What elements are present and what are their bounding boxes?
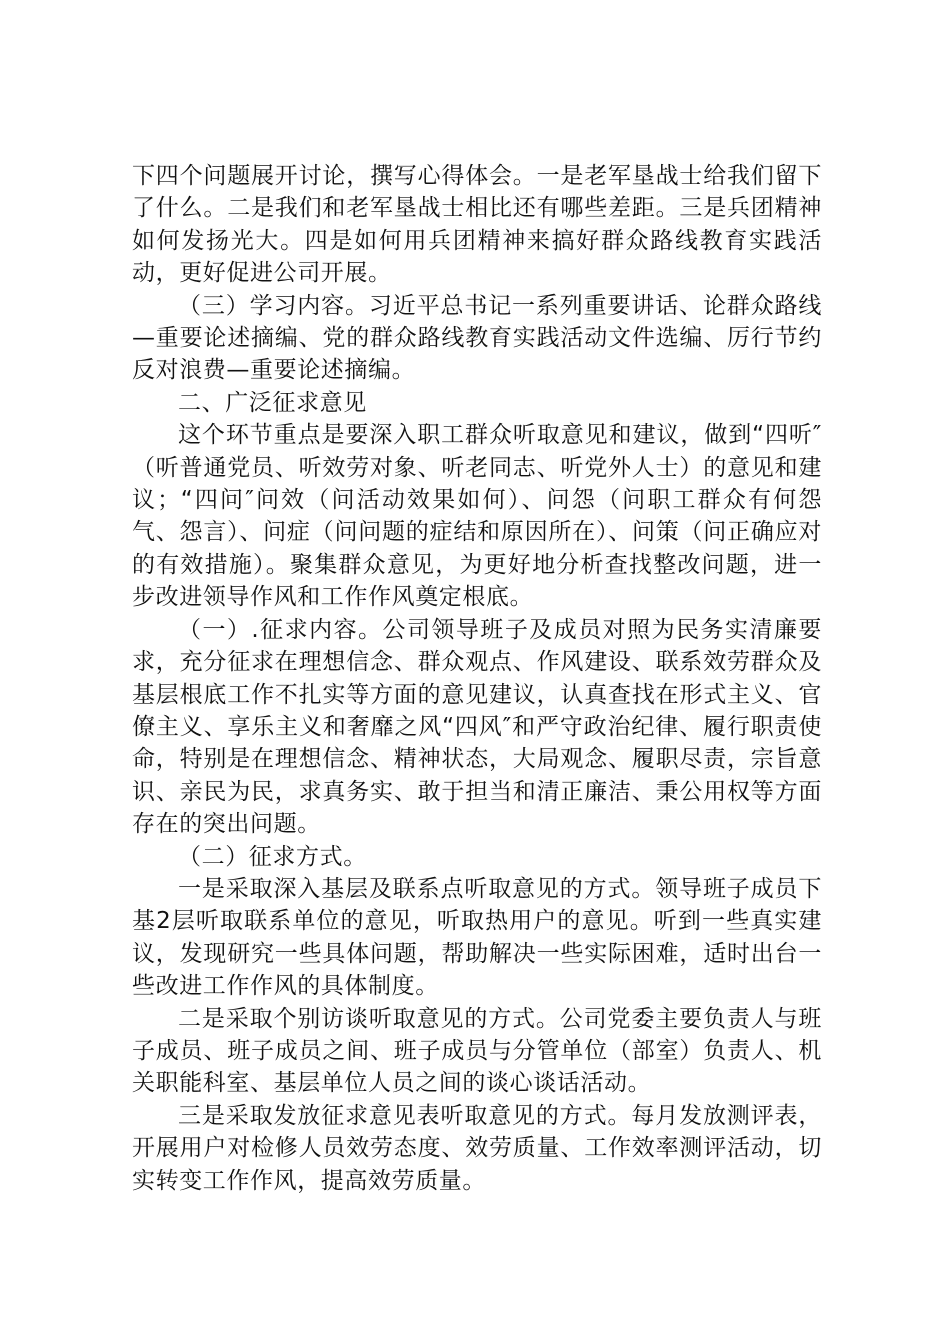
- section-heading-solicit-opinions: 二、广泛征求意见: [178, 389, 367, 416]
- paragraph-four-listen-four-ask: 这个环节重点是要深入职工群众听取意见和建议，做到“四听″（听普通党员、听效劳对象、听老同志、听党外人士）的意见和建议；“四问″问效（问活动效果如何）、问怨（问职工群众有何怨气、怨言）、问症（问问题的症结和原因所在）、问策（问正确应对的有效措施）。聚集群众意见，为更好地分析查找整改问题，进一步改进领导作风和工作作风奠定根底。: [132, 422, 822, 611]
- paragraph-discussion-topics: 下四个问题展开讨论，撰写心得体会。一是老军垦战士给我们留下了什么。二是我们和老军垦战士相比还有哪些差距。三是兵团精神如何发扬光大。四是如何用兵团精神来搞好群众路线教育实践活动，更好促进公司开展。: [132, 163, 822, 287]
- paragraph-study-content: （三）学习内容。习近平总书记一系列重要讲话、论群众路线—重要论述摘编、党的群众路线教育实践活动文件选编、厉行节约反对浪费—重要论述摘编。: [132, 292, 822, 384]
- document-body: [132, 160, 822, 1197]
- subheading-solicit-methods: （二）征求方式。: [178, 843, 367, 870]
- paragraph-solicit-content: （一）.征求内容。公司领导班子及成员对照为民务实清廉要求，充分征求在理想信念、群众观点、作风建设、联系效劳群众及基层根底工作不扎实等方面的意见建议，认真查找在形式主义、官僚主义、享乐主义和奢靡之风“四风″和严守政治纪律、履行职责使命，特别是在理想信念、精神状态，大局观念、履职尽责，宗旨意识、亲民为民，求真务实、敢于担当和清正廉洁、秉公用权等方面存在的突出问题。: [132, 616, 822, 838]
- paragraph-method-interviews: 二是采取个别访谈听取意见的方式。公司党委主要负责人与班子成员、班子成员之间、班子成员与分管单位（部室）负责人、机关职能科室、基层单位人员之间的谈心谈话活动。: [132, 1005, 822, 1097]
- paragraph-method-questionnaire: 三是采取发放征求意见表听取意见的方式。每月发放测评表，开展用户对检修人员效劳态度、效劳质量、工作效率测评活动，切实转变工作作风，提高效劳质量。: [132, 1102, 822, 1194]
- paragraph-method-grassroots: 一是采取深入基层及联系点听取意见的方式。领导班子成员下基2层听取联系单位的意见，听取热用户的意见。听到一些真实建议，发现研究一些具体问题，帮助解决一些实际困难，适时出台一些改进工作作风的具体制度。: [132, 875, 822, 1000]
